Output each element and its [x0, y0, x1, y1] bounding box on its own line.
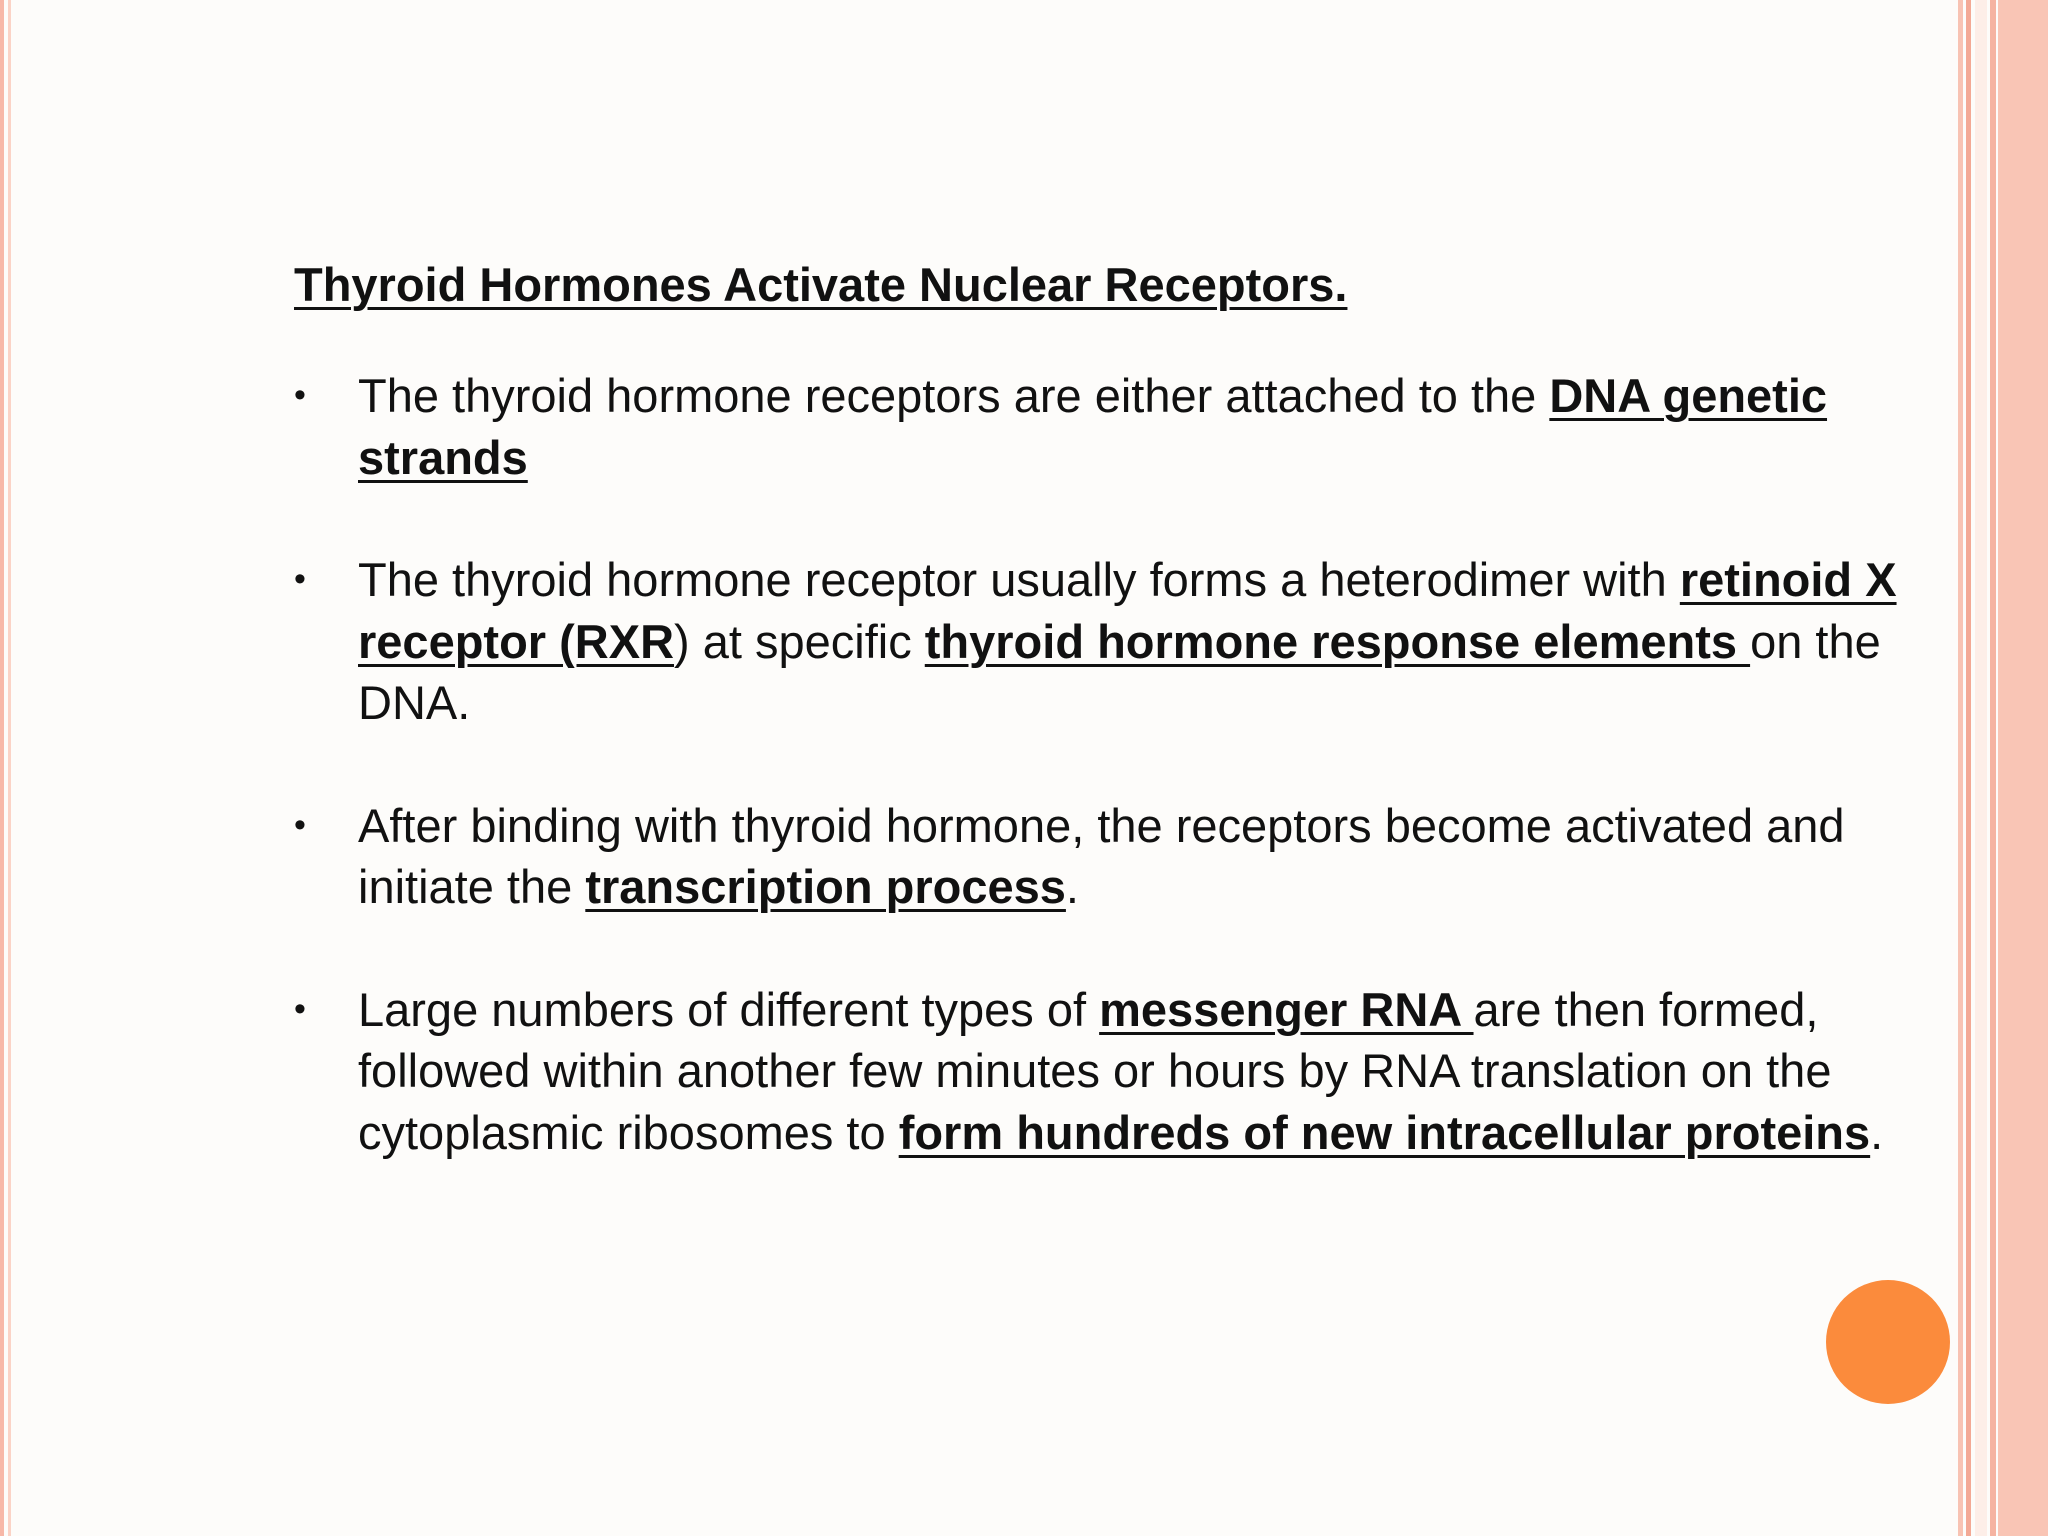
bullet-text: After binding with thyroid hormone, the receptors become activated and initiate the [358, 798, 1845, 913]
emphasis-transcription-process: transcription process [585, 860, 1066, 913]
emphasis-dna-genetic-strands: DNA genetic strands [358, 369, 1828, 484]
bullet-text: The thyroid hormone receptor usually forms a heterodimer with [358, 553, 1680, 606]
bullet-text: Large numbers of different types of [358, 982, 1100, 1036]
left-border-stripe-inner [8, 0, 11, 1536]
bullet-item-activation [294, 795, 1914, 918]
bullet-text: . [1870, 1105, 1884, 1159]
bullet-text: ) at specific [674, 614, 925, 668]
slide-content [294, 255, 1914, 1224]
bullet-text: . [1065, 860, 1079, 913]
bullet-text: are then formed, followed within another few minutes or hours by RNA translation on the cytoplasmic ribosomes to [358, 982, 1832, 1159]
bullet-text: The thyroid hormone receptors are either attached to the [358, 369, 1550, 422]
bullet-item-dna-strands [294, 365, 1914, 488]
emphasis-messenger-rna: messenger RNA [1099, 982, 1474, 1036]
emphasis-rxr: retinoid X receptor (RXR [358, 553, 1897, 668]
right-border-stripe-3 [1975, 0, 1987, 1536]
left-border-stripe [0, 0, 4, 1536]
emphasis-response-elements: thyroid hormone response elements [924, 614, 1751, 668]
emphasis-new-proteins: form hundreds of new intracellular proteins [898, 1105, 1871, 1159]
bullet-list [294, 365, 1914, 1163]
slide-title: Thyroid Hormones Activate Nuclear Receptors. [294, 258, 1348, 311]
right-border-band [1998, 0, 2048, 1536]
right-border-stripe-2 [1966, 0, 1971, 1536]
bullet-icon: • [294, 805, 306, 844]
bullet-text: on the DNA. [358, 614, 1881, 729]
bullet-icon: • [294, 989, 306, 1028]
right-border-stripe-4 [1990, 0, 1996, 1536]
bullet-icon: • [294, 560, 306, 598]
bullet-item-heterodimer [294, 549, 1914, 734]
right-border-stripe-1 [1958, 0, 1963, 1536]
orange-circle-decoration [1826, 1280, 1950, 1404]
bullet-item-messenger-rna [294, 979, 1914, 1164]
bullet-icon: • [294, 376, 306, 414]
